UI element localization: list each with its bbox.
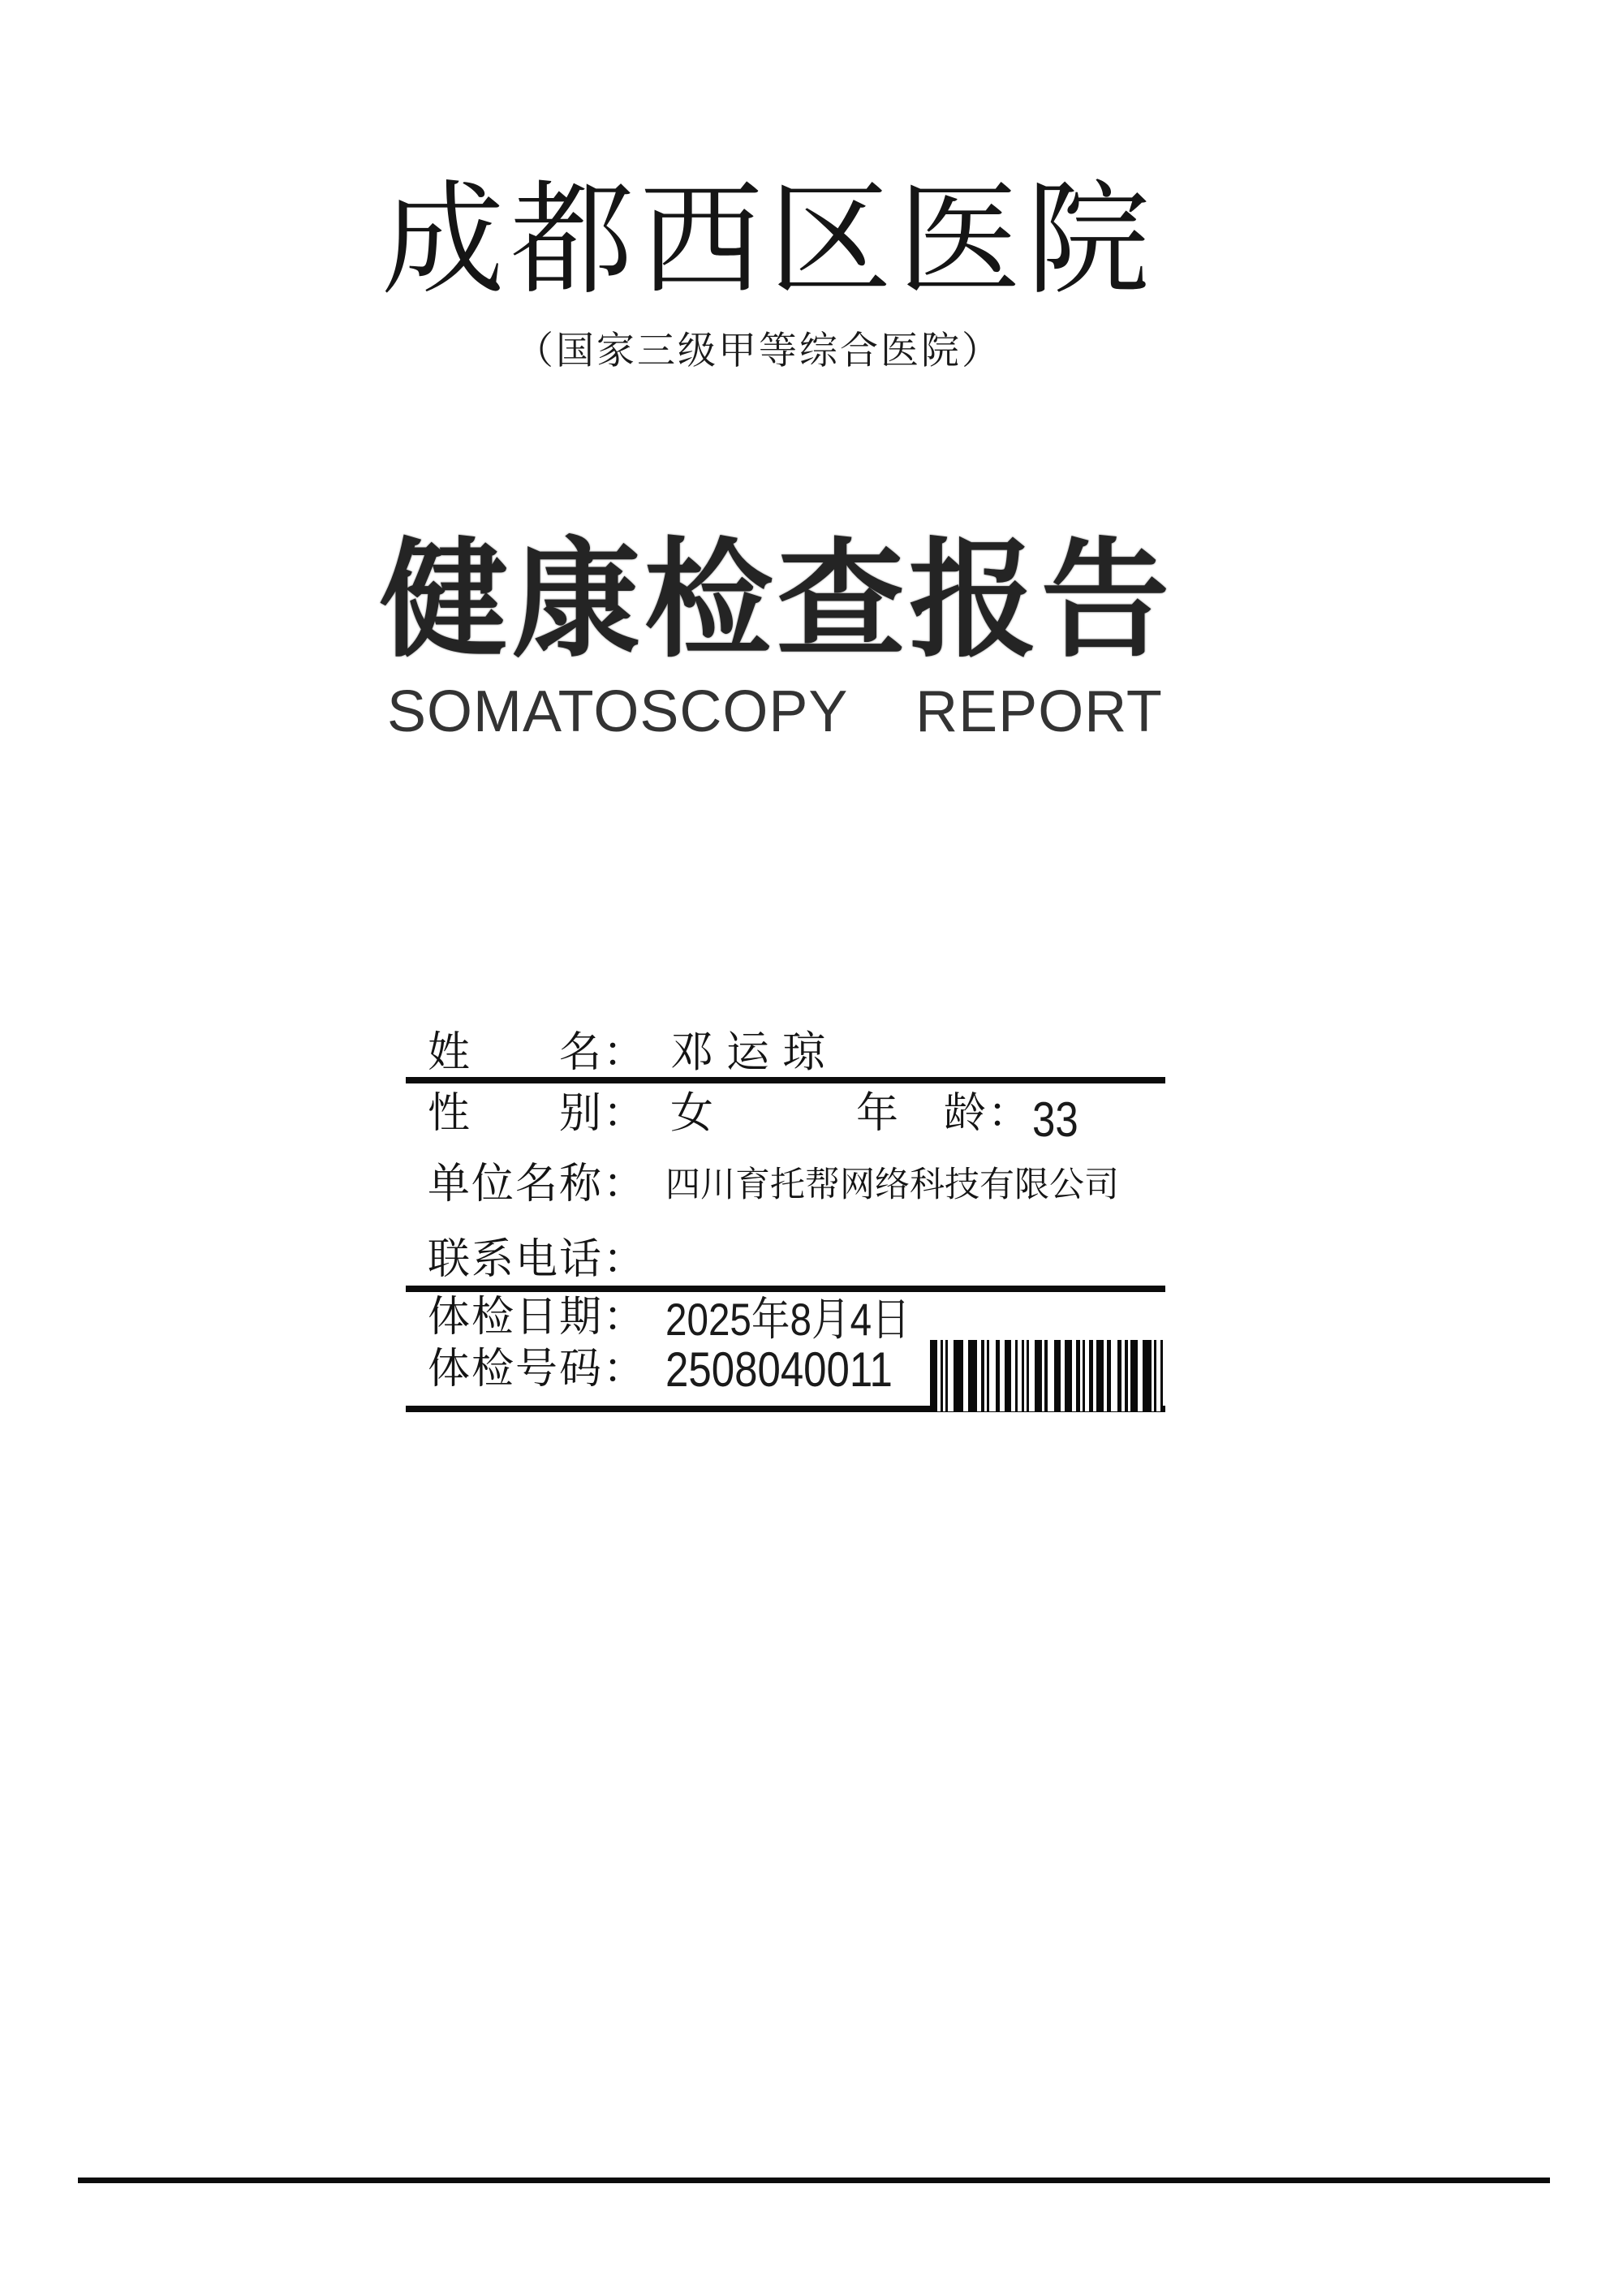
barcode-space: [1048, 1340, 1053, 1411]
form-divider-middle: [406, 1286, 1165, 1292]
exam-date-value: 2025年8月4日: [665, 1294, 911, 1345]
gender-value: 女: [670, 1090, 713, 1137]
exam-date-label: 体检日期：: [428, 1294, 648, 1341]
phone-label: 联系电话：: [428, 1237, 648, 1283]
age-value: 33: [1032, 1092, 1078, 1147]
barcode-bar: [1143, 1340, 1152, 1411]
report-title-english: SOMATOSCOPY REPORT: [387, 679, 1163, 744]
barcode-bar: [1065, 1340, 1072, 1411]
barcode-bar: [1054, 1340, 1061, 1411]
exam-number-value: 2508040011: [665, 1342, 893, 1397]
name-label: 姓 名：: [428, 1030, 648, 1076]
name-value: 邓运琼: [670, 1029, 838, 1076]
company-label: 单位名称：: [428, 1161, 648, 1208]
gender-label: 性 别：: [428, 1091, 648, 1137]
hospital-name: 成都西区医院: [381, 168, 1156, 312]
barcode-bar: [1096, 1340, 1104, 1411]
page-bottom-rule: [78, 2178, 1550, 2183]
hospital-grade-subtitle: （国家三级甲等综合医院）: [515, 330, 1002, 373]
barcode-space: [1111, 1340, 1118, 1411]
barcode-bar: [1160, 1340, 1163, 1411]
barcode-bar: [1035, 1340, 1042, 1411]
company-value: 四川育托帮网络科技有限公司: [665, 1166, 1119, 1204]
barcode-icon: [930, 1340, 1163, 1411]
barcode-bar: [1005, 1340, 1012, 1411]
barcode-bar: [954, 1340, 963, 1411]
barcode-space: [989, 1340, 997, 1411]
barcode-bar: [968, 1340, 978, 1411]
barcode-space: [948, 1340, 954, 1411]
age-label: 年 龄：: [856, 1091, 1032, 1137]
barcode-space: [1029, 1340, 1035, 1411]
form-divider-top: [406, 1077, 1165, 1083]
barcode-bar: [1130, 1340, 1138, 1411]
exam-number-label: 体检号码：: [428, 1346, 648, 1393]
barcode-bar: [930, 1340, 937, 1411]
report-title-chinese: 健康检查报告: [380, 525, 1173, 675]
